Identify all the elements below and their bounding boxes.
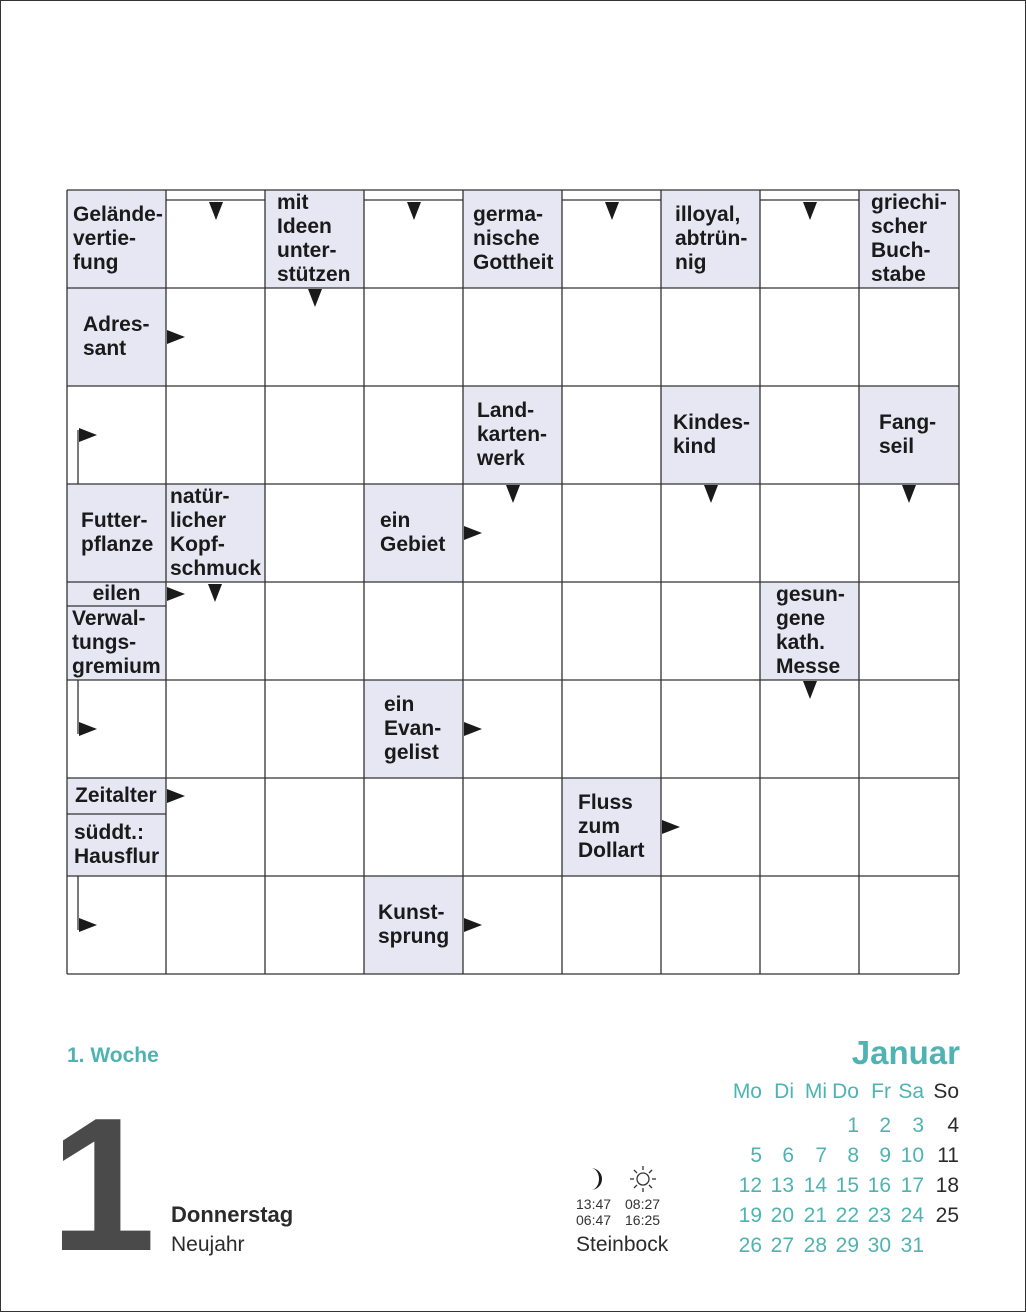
calendar-day: 30 [867, 1234, 891, 1257]
arrow-down-icon [208, 584, 222, 602]
arrow-right-icon [79, 428, 97, 442]
sun-icon [628, 1164, 658, 1194]
calendar-day: 25 [935, 1204, 959, 1227]
calendar-day: 6 [782, 1144, 794, 1167]
clue-futterpflanze: Futter- pflanze [67, 484, 166, 582]
arrow-down-icon [605, 202, 619, 220]
zodiac-sign: Steinbock [576, 1233, 669, 1256]
calendar-day: 4 [947, 1114, 959, 1137]
arrow-right-icon [167, 330, 185, 344]
moon-set-time: 06:47 [576, 1212, 612, 1228]
clue-ein-gebiet: ein Gebiet [364, 484, 463, 582]
calendar-day: 1 [847, 1114, 859, 1137]
arrow-right-icon [79, 918, 97, 932]
calendar-day: 15 [835, 1174, 859, 1197]
calendar-day: 5 [750, 1144, 762, 1167]
clue-zeitalter: Zeitalter [67, 778, 166, 814]
weekday-header: Di [774, 1080, 794, 1103]
calendar-day: 27 [770, 1234, 794, 1257]
arrow-down-icon [704, 485, 718, 503]
clue-mit-ideen: mit Ideen unter- stützen [265, 190, 364, 288]
calendar-day: 7 [815, 1144, 827, 1167]
week-label: 1. Woche [67, 1044, 159, 1067]
clue-verwaltungsgremium: Verwal- tungs- gremium [67, 606, 166, 680]
calendar-day: 10 [900, 1144, 924, 1167]
calendar-day: 22 [835, 1204, 859, 1227]
calendar-day: 19 [738, 1204, 762, 1227]
arrow-down-icon [407, 202, 421, 220]
calendar-day: 24 [900, 1204, 924, 1227]
clue-griechischer-buchstabe: griechi- scher Buch- stabe [859, 190, 959, 288]
clue-gelaendevertiefung: Gelände- vertie- fung [67, 190, 166, 288]
clue-landkartenwerk: Land- karten- werk [463, 386, 562, 484]
calendar-day: 12 [738, 1174, 762, 1197]
calendar-day: 11 [937, 1144, 959, 1167]
sun-rise-time: 08:27 [625, 1196, 661, 1212]
moon-rise-time: 13:47 [576, 1196, 612, 1212]
arrow-down-icon [803, 681, 817, 699]
day-number: 1 [50, 1079, 150, 1291]
calendar-day: 20 [770, 1204, 794, 1227]
crescent-moon-icon [581, 1166, 607, 1192]
clue-kunstsprung: Kunst- sprung [364, 876, 463, 974]
clue-fangseil: Fang- seil [859, 386, 959, 484]
calendar-day: 2 [879, 1114, 891, 1137]
arrow-down-icon [308, 289, 322, 307]
arrow-right-icon [167, 587, 185, 601]
clue-gesungene-messe: gesun- gene kath. Messe [760, 582, 859, 680]
calendar-day: 14 [803, 1174, 827, 1197]
calendar-day: 13 [770, 1174, 794, 1197]
calendar-day: 21 [803, 1204, 827, 1227]
clue-eilen: eilen [67, 582, 166, 606]
calendar-day: 16 [867, 1174, 891, 1197]
arrow-right-icon [79, 722, 97, 736]
weekday-header: Mi [804, 1080, 827, 1103]
clue-ein-evangelist: ein Evan- gelist [364, 680, 463, 778]
calendar-day: 8 [847, 1144, 859, 1167]
calendar-day: 29 [835, 1234, 859, 1257]
weekday-header: Do [832, 1080, 859, 1103]
weekday-header: Mo [732, 1080, 762, 1103]
weekday-header: So [933, 1080, 959, 1103]
calendar-day: 31 [900, 1234, 924, 1257]
sun-set-time: 16:25 [625, 1212, 661, 1228]
calendar-day: 3 [912, 1114, 924, 1137]
arrow-down-icon [506, 485, 520, 503]
arrow-right-icon [464, 918, 482, 932]
calendar-day: 28 [803, 1234, 827, 1257]
clue-fluss-zum-dollart: Fluss zum Dollart [562, 778, 661, 876]
arrow-down-icon [803, 202, 817, 220]
calendar-day: 18 [935, 1174, 959, 1197]
holiday-name: Neujahr [171, 1233, 245, 1256]
clue-natuerlicher-kopfschmuck: natür- licher Kopf- schmuck [166, 484, 265, 582]
arrow-right-icon [662, 820, 680, 834]
arrow-right-icon [464, 722, 482, 736]
weekday-header: Sa [898, 1080, 924, 1103]
calendar-day: 17 [900, 1174, 924, 1197]
month-title: Januar [851, 1034, 960, 1071]
weekday-header: Fr [871, 1080, 891, 1103]
calendar-day: 26 [738, 1234, 762, 1257]
arrow-right-icon [167, 789, 185, 803]
clue-hausflur: süddt.: Hausflur [67, 814, 166, 876]
arrow-down-icon [902, 485, 916, 503]
arrow-down-icon [209, 202, 223, 220]
calendar-day: 23 [867, 1204, 891, 1227]
arrow-right-icon [464, 526, 482, 540]
clue-illoyal: illoyal, abtrün- nig [661, 190, 760, 288]
clue-adressant: Adres- sant [67, 288, 166, 386]
clue-kindeskind: Kindes- kind [661, 386, 760, 484]
clue-germanische-gottheit: germa- nische Gottheit [463, 190, 562, 288]
day-name: Donnerstag [171, 1202, 294, 1227]
calendar-day: 9 [879, 1144, 891, 1167]
